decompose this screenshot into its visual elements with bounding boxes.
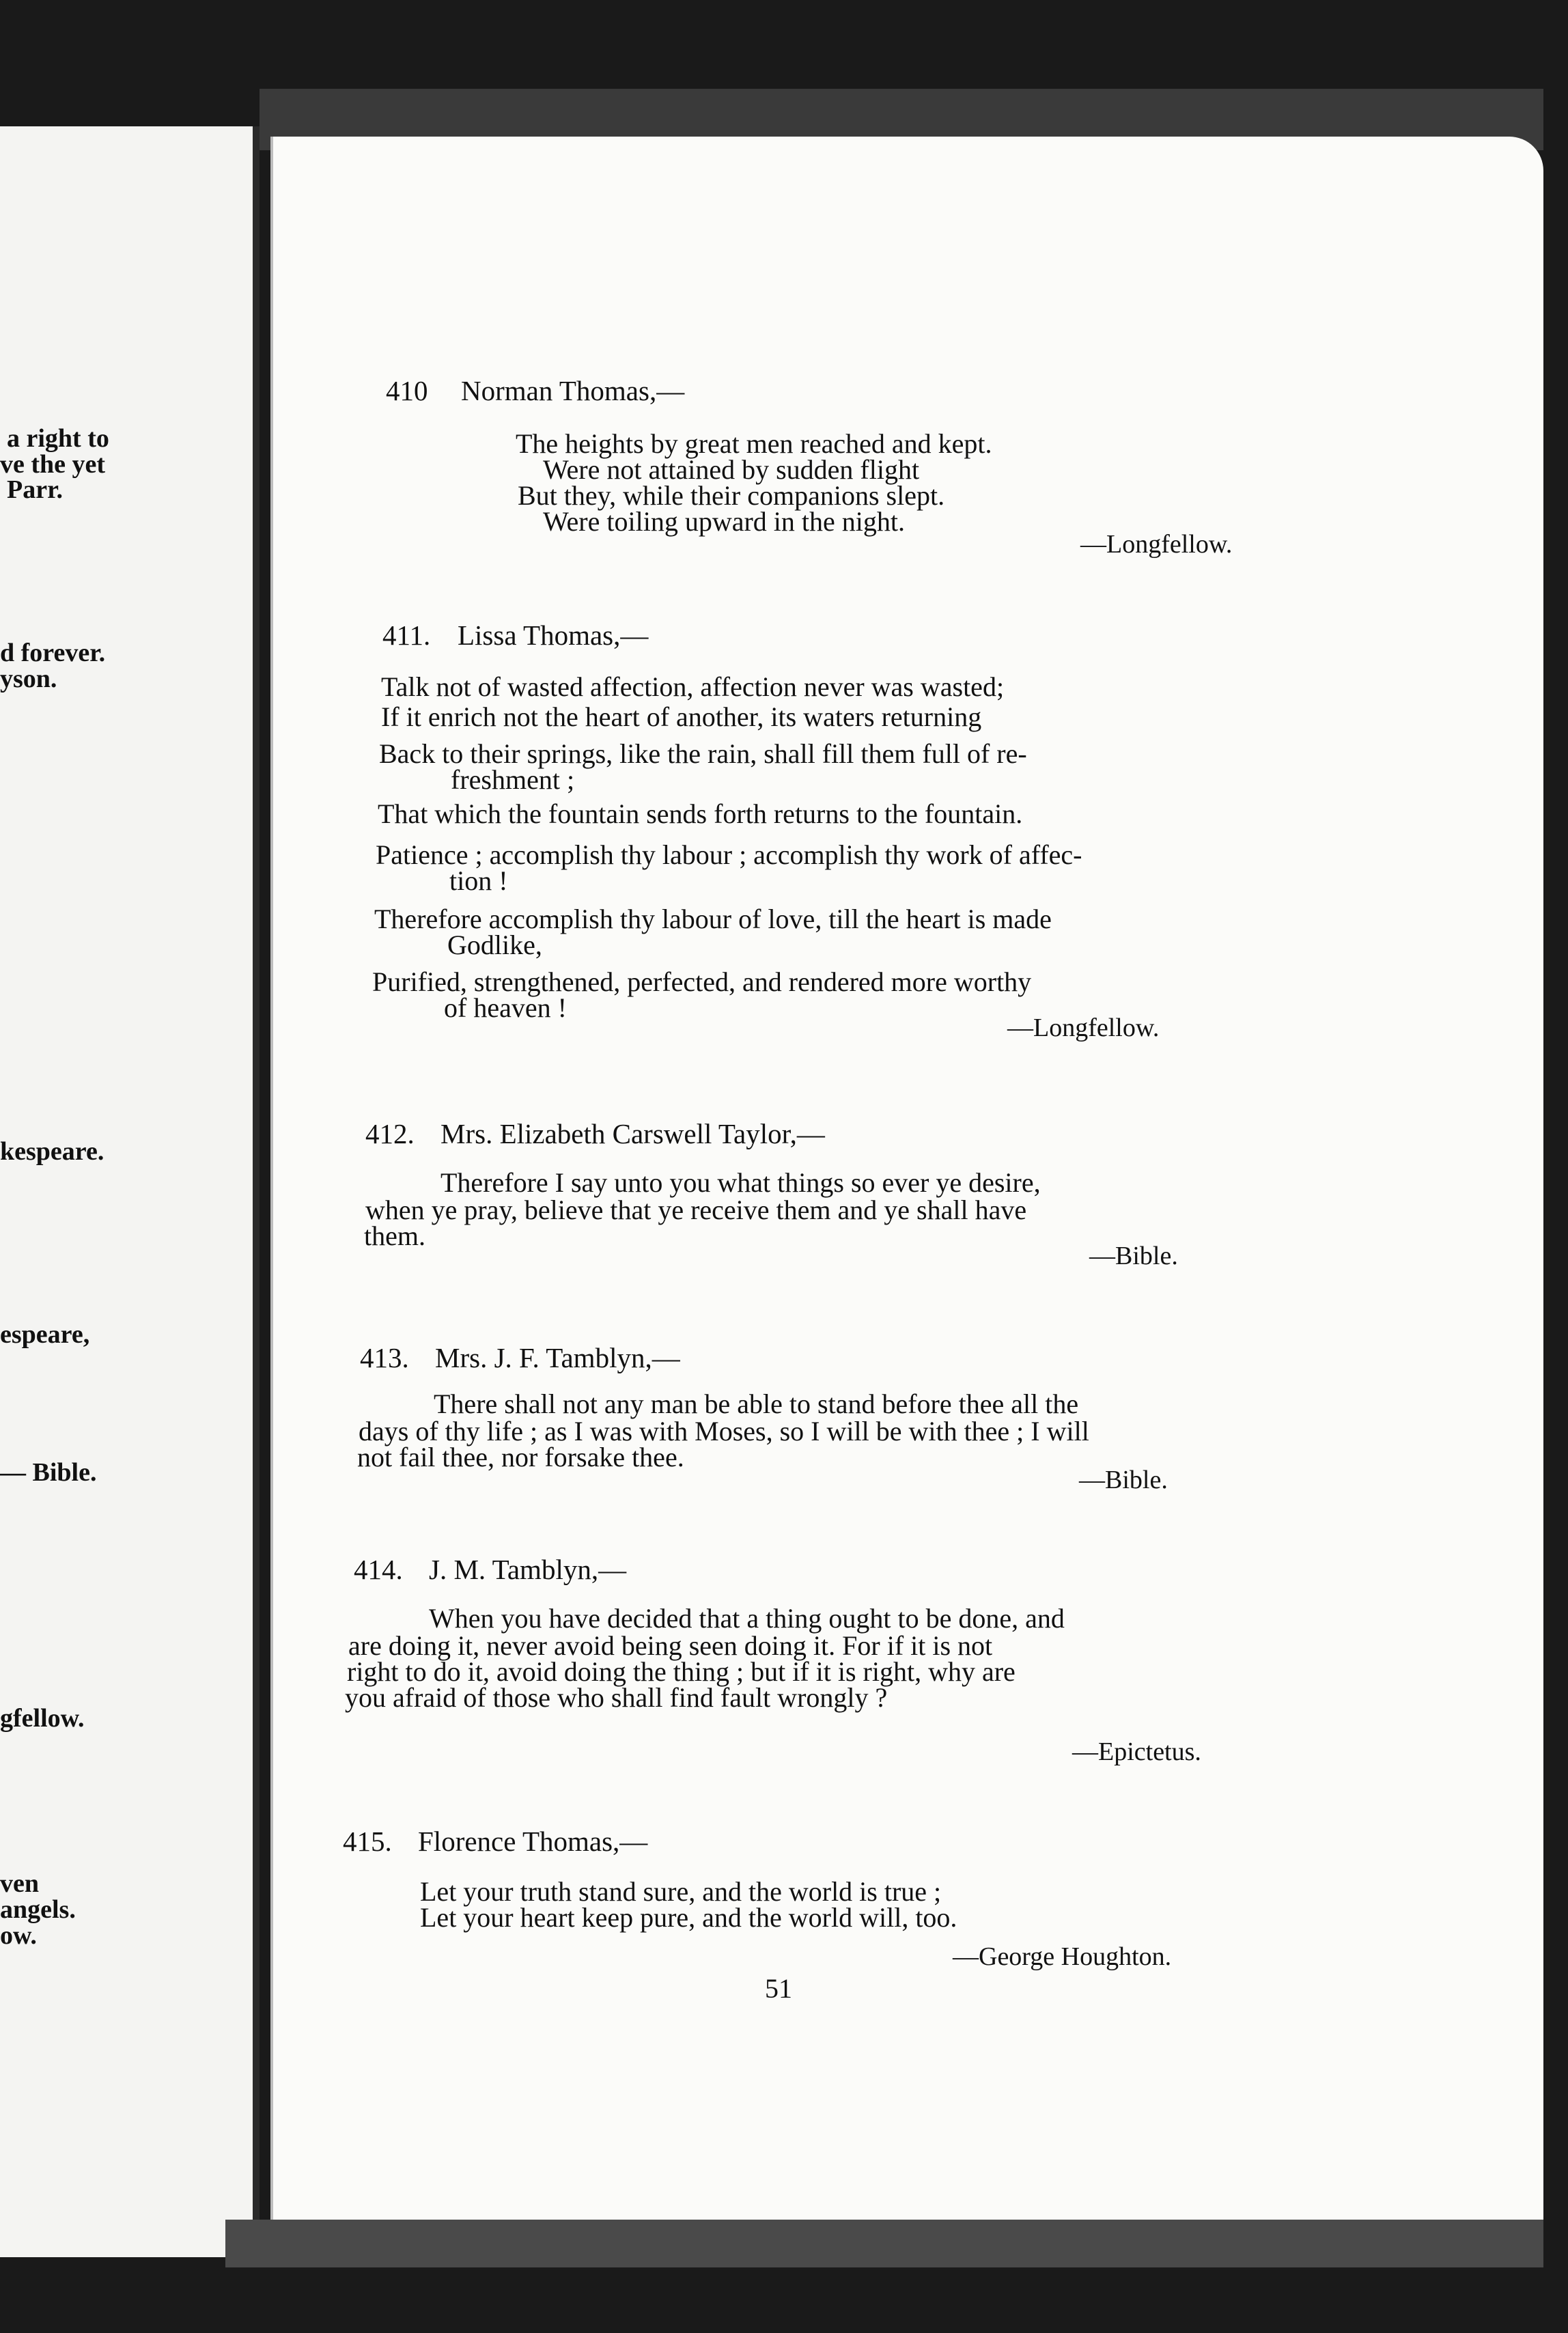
prose-line: are doing it, never avoid being seen doing it. For if it is not xyxy=(348,1630,993,1661)
attribution: —Longfellow. xyxy=(1080,530,1233,559)
left-fragment: espeare, xyxy=(0,1320,90,1349)
prose-line: right to do it, avoid doing the thing ; but if it is right, why are xyxy=(347,1656,1016,1687)
entry-name: Florence Thomas,— xyxy=(418,1826,648,1857)
verse-line: tion ! xyxy=(449,865,508,896)
verse-line: Therefore accomplish thy labour of love, till the heart is made xyxy=(374,904,1052,934)
entry-heading xyxy=(382,621,648,649)
left-fragment: kespeare. xyxy=(0,1137,104,1166)
entry-number: 415. xyxy=(343,1826,392,1857)
entry-name: Lissa Thomas,— xyxy=(458,619,649,651)
entry-heading xyxy=(365,1120,825,1148)
entry-heading xyxy=(386,377,684,405)
entry-number: 410 xyxy=(386,375,428,406)
entry-name: Mrs. Elizabeth Carswell Taylor,— xyxy=(440,1118,825,1149)
attribution: —Bible. xyxy=(1089,1242,1178,1270)
verse-line: The heights by great men reached and kept. xyxy=(516,428,992,459)
attribution: —Epictetus. xyxy=(1072,1737,1201,1766)
verse-line: freshment ; xyxy=(451,764,575,795)
verse-line: Let your heart keep pure, and the world will, too. xyxy=(420,1902,957,1933)
left-fragment: Parr. xyxy=(7,475,63,504)
verse-line: Purified, strengthened, perfected, and rendered more worthy xyxy=(372,966,1032,997)
left-fragment: ve the yet xyxy=(0,450,106,479)
left-fragment: a right to xyxy=(7,424,109,453)
entry-name: J. M. Tamblyn,— xyxy=(429,1554,627,1585)
entry-name: Mrs. J. F. Tamblyn,— xyxy=(435,1342,680,1373)
verse-line: If it enrich not the heart of another, its waters returning xyxy=(381,701,982,732)
left-fragment: d forever. xyxy=(0,639,106,667)
prose-line: when ye pray, believe that ye receive them and ye shall have xyxy=(365,1195,1027,1225)
left-fragment: — Bible. xyxy=(0,1458,97,1487)
entry-number: 414. xyxy=(354,1554,403,1585)
prose-line: you afraid of those who shall find fault wrongly ? xyxy=(345,1682,888,1713)
entry-number: 412. xyxy=(365,1118,415,1149)
left-fragment: gfellow. xyxy=(0,1704,85,1733)
verse-line: Patience ; accomplish thy labour ; accomplish thy work of affec- xyxy=(376,839,1082,870)
verse-line: Were not attained by sudden flight xyxy=(543,454,920,485)
attribution: —George Houghton. xyxy=(953,1942,1172,1971)
verse-line: But they, while their companions slept. xyxy=(518,480,945,511)
left-fragment: ow. xyxy=(0,1921,37,1950)
entry-name: Norman Thomas,— xyxy=(461,375,685,406)
prose-line: Therefore I say unto you what things so ever ye desire, xyxy=(440,1167,1041,1198)
entry-number: 411. xyxy=(382,619,431,651)
left-fragment: yson. xyxy=(0,665,57,693)
attribution: —Longfellow. xyxy=(1007,1014,1160,1042)
prose-line: When you have decided that a thing ought to be done, and xyxy=(429,1603,1065,1634)
prose-line: There shall not any man be able to stand before thee all the xyxy=(434,1388,1079,1419)
prose-line: days of thy life ; as I was with Moses, so I will be with thee ; I will xyxy=(359,1416,1089,1447)
verse-line: Godlike, xyxy=(447,930,542,960)
page-number: 51 xyxy=(765,1973,792,2004)
entry-number: 413. xyxy=(360,1342,409,1373)
verse-line: Talk not of wasted affection, affection never was wasted; xyxy=(381,671,1005,702)
left-fragment: angels. xyxy=(0,1895,76,1924)
entry-heading xyxy=(360,1344,680,1372)
verse-line: Let your truth stand sure, and the world is true ; xyxy=(420,1876,942,1907)
facing-page-left xyxy=(0,126,260,2257)
verse-line: Were toiling upward in the night. xyxy=(543,506,905,537)
entry-heading xyxy=(354,1556,626,1584)
prose-line: them. xyxy=(364,1220,425,1251)
verse-line: of heaven ! xyxy=(444,992,567,1023)
attribution: —Bible. xyxy=(1079,1466,1168,1494)
verse-line: That which the fountain sends forth returns to the fountain. xyxy=(378,798,1023,829)
prose-line: not fail thee, nor forsake thee. xyxy=(357,1442,684,1472)
book-binding-bottom xyxy=(225,2220,1543,2267)
left-fragment: ven xyxy=(0,1869,39,1898)
entry-heading xyxy=(343,1828,647,1856)
verse-line: Back to their springs, like the rain, shall fill them full of re- xyxy=(379,738,1027,769)
